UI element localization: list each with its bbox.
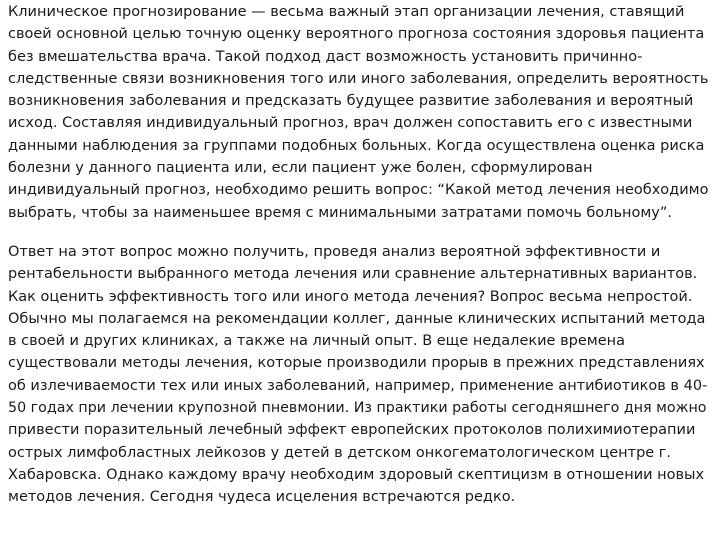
paragraph-prognosis-intro xyxy=(8,1,714,224)
text-line: без вмешательства врача. Такой подход даст возможность установить причинно- xyxy=(8,48,643,65)
text-line: Клиническое прогнозирование — весьма важный этап организации лечения, ставящий xyxy=(8,4,685,20)
text-line: методов лечения. Сегодня чудеса исцеления встречаются редко. xyxy=(8,489,516,506)
text-line: следственные связи возникновения того или иного заболевания, определить вероятность xyxy=(8,70,709,87)
text-line: Ответ на этот вопрос можно получить, проведя анализ вероятной эффективности и xyxy=(8,244,661,260)
text-line: выбрать, чтобы за наименьшее время с минимальными затратами помочь больному”. xyxy=(8,204,672,221)
text-line: рентабельности выбранного метода лечения или сравнение альтернативных вариантов. xyxy=(8,266,698,283)
text-line: 50 годах при лечении крупозной пневмонии. Из практики работы сегодняшнего дня можно xyxy=(8,400,707,417)
text-line: привести поразительный лечебный эффект европейских протоколов полихимиотерапии xyxy=(8,422,696,439)
text-line: болезни у данного пациента или, если пациент уже болен, сформулирован xyxy=(8,160,593,177)
text-line: Хабаровска. Однако каждому врачу необходим здоровый скептицизм в отношении новых xyxy=(8,466,705,483)
text-line: об излечиваемости тех или иных заболеваний, например, применение антибиотиков в 40- xyxy=(8,377,708,394)
paragraph-treatment-effectiveness xyxy=(8,241,714,509)
text-line: в своей и других клиниках, а также на личный опыт. В еще недалекие времена xyxy=(8,333,625,350)
text-line: Обычно мы полагаемся на рекомендации коллег, данные клинических испытаний метода xyxy=(8,310,706,327)
text-line: острых лимфобластных лейкозов у детей в детском онкогематологическом центре г. xyxy=(8,444,672,461)
text-line: существовали методы лечения, которые производили прорыв в прежних представлениях xyxy=(8,355,705,372)
text-line: исход. Составляя индивидуальный прогноз, врач должен сопоставить его с известными xyxy=(8,115,693,132)
text-line: возникновения заболевания и предсказать будущее развитие заболевания и вероятный xyxy=(8,93,694,110)
text-line: индивидуальный прогноз, необходимо решить вопрос: “Какой метод лечения необходимо xyxy=(8,182,709,199)
text-line: Как оценить эффективность того или иного метода лечения? Вопрос весьма непростой. xyxy=(8,288,693,305)
text-line: данными наблюдения за группами подобных больных. Когда осуществлена оценка риска xyxy=(8,137,705,154)
text-line: своей основной целью точную оценку вероятного прогноза состояния здоровья пациента xyxy=(8,26,705,43)
